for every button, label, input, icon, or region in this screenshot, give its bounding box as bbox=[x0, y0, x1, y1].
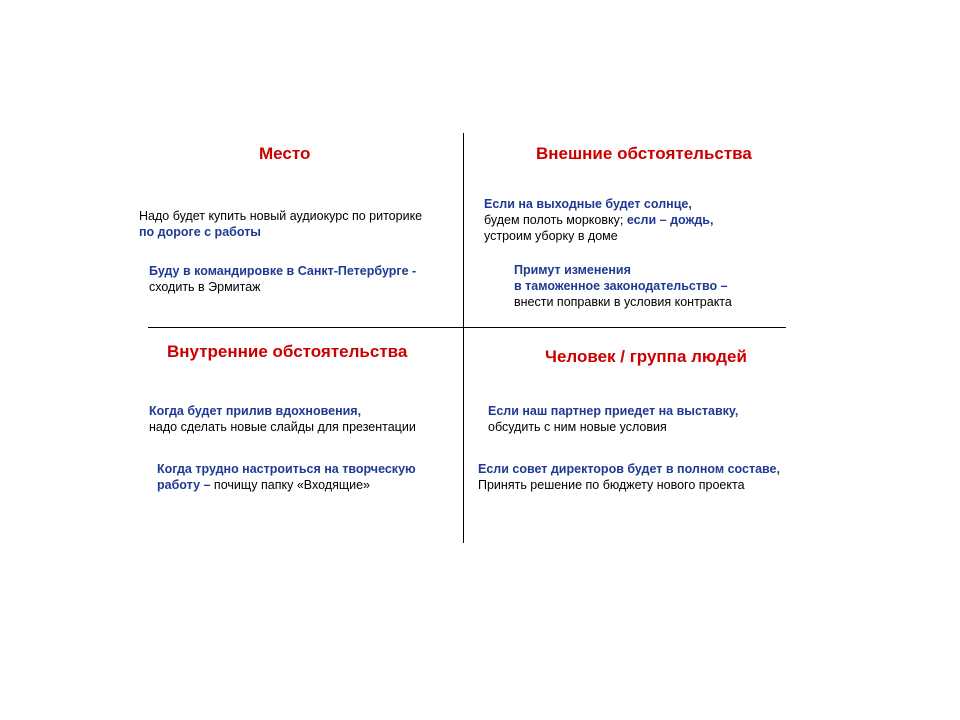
quadrant-title-people: Человек / группа людей bbox=[545, 347, 747, 366]
quadrant-title-internal: Внутренние обстоятельства bbox=[167, 342, 408, 361]
people-example-2-line-2: Принять решение по бюджету нового проекта bbox=[478, 478, 745, 492]
external-example-2-line-2: в таможенное законодательство – bbox=[514, 279, 728, 293]
quadrant-title-external: Внешние обстоятельства bbox=[536, 144, 752, 163]
internal-example-1-line-1: Когда будет прилив вдохновения, bbox=[149, 404, 362, 418]
place-example-1-line-1: Надо будет купить новый аудиокурс по риторике bbox=[139, 209, 423, 223]
internal-example-2 bbox=[157, 461, 416, 493]
quadrant-title-place: Место bbox=[259, 144, 311, 163]
external-example-1-line-2 bbox=[484, 212, 713, 228]
internal-example-1-line-2: надо сделать новые слайды для презентации bbox=[149, 420, 416, 434]
external-example-1-line-2b: если – дождь, bbox=[623, 213, 714, 227]
internal-example-2-line-1: Когда трудно настроиться на творческую bbox=[157, 462, 416, 476]
place-example-2 bbox=[149, 263, 416, 295]
people-example-1-line-2: обсудить с ним новые условия bbox=[488, 420, 667, 434]
people-example-2-line-1: Если совет директоров будет в полном составе, bbox=[478, 462, 780, 476]
place-example-1 bbox=[139, 208, 422, 240]
horizontal-axis-line bbox=[148, 327, 786, 328]
people-example-1-line-1: Если наш партнер приедет на выставку, bbox=[488, 404, 739, 418]
external-example-1-line-1: Если на выходные будет солнце, bbox=[484, 197, 692, 211]
people-example-2 bbox=[478, 461, 780, 493]
external-example-1-line-2a: будем полоть морковку; bbox=[484, 213, 624, 227]
external-example-2-line-3: внести поправки в условия контракта bbox=[514, 295, 732, 309]
internal-example-2-line-2b: почищу папку «Входящие» bbox=[210, 478, 371, 492]
internal-example-2-line-2a: работу – bbox=[157, 478, 211, 492]
place-example-2-line-1: Буду в командировке в Санкт-Петербурге - bbox=[149, 264, 417, 278]
people-example-1 bbox=[488, 403, 738, 435]
place-example-2-line-2: сходить в Эрмитаж bbox=[149, 280, 261, 294]
internal-example-1 bbox=[149, 403, 416, 435]
place-example-1-line-2: по дороге с работы bbox=[139, 225, 261, 239]
external-example-1 bbox=[484, 196, 713, 244]
external-example-1-line-3: устроим уборку в доме bbox=[484, 229, 618, 243]
vertical-axis-line bbox=[463, 133, 464, 543]
external-example-2 bbox=[514, 262, 732, 310]
external-example-2-line-1: Примут изменения bbox=[514, 263, 631, 277]
internal-example-2-line-2 bbox=[157, 477, 416, 493]
